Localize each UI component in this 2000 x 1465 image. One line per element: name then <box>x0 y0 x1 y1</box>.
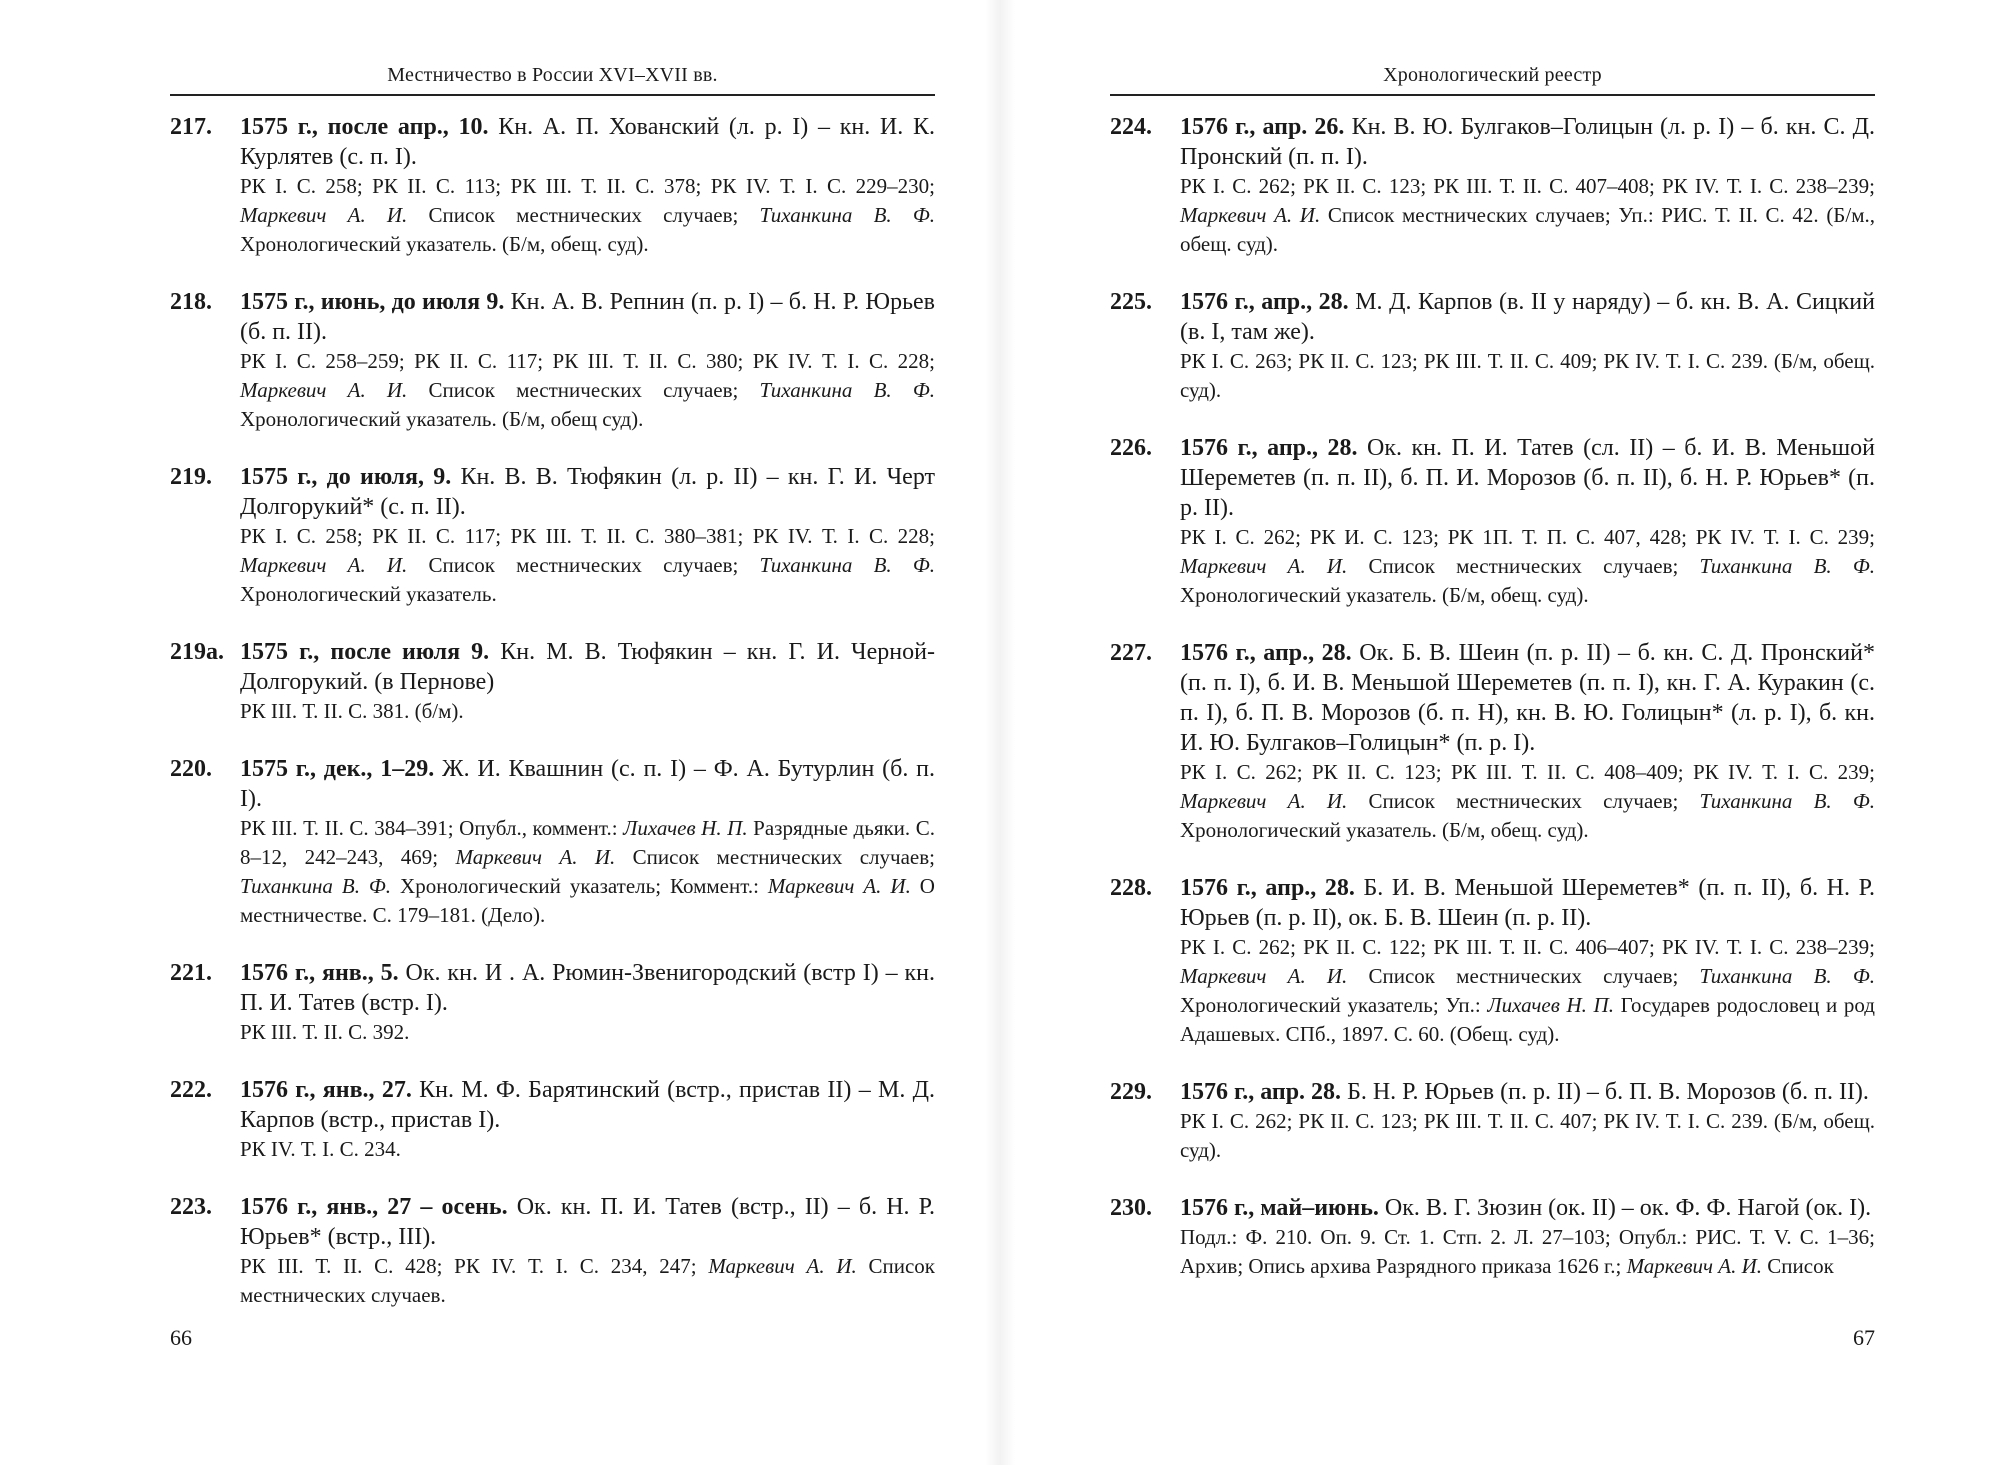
entry-heading <box>1180 287 1875 347</box>
entry-parties: Ок. кн. П. И. Татев (сл. II) – б. И. В. Меньшой Шереметев (п. п. II), б. П. И. Морозов (б. п. II), б. Н. Р. Юрьев* (п. р. II). <box>1180 435 1875 521</box>
author-name: Маркевич А. И. <box>240 553 408 577</box>
reference-text: Хронологический указатель. (Б/м, обещ. суд). <box>1180 583 1589 607</box>
register-entry <box>170 1192 935 1310</box>
register-entry <box>1110 433 1875 610</box>
reference-text: Список местнических случаев; Уп.: РИС. Т. II. С. 42. (Б/м., обещ. суд). <box>1180 203 1875 256</box>
entry-date: 1576 г., апр. 26. <box>1180 114 1345 140</box>
entry-heading <box>240 112 935 172</box>
entry-references <box>1180 1223 1875 1281</box>
reference-text: Список местнических случаев; <box>407 378 760 402</box>
author-name: Тиханкина В. Ф. <box>1699 554 1875 578</box>
reference-text: О местничестве. С. 179–181. (Дело). <box>240 874 935 927</box>
entry-number: 229. <box>1110 1079 1152 1105</box>
author-name: Тиханкина В. Ф. <box>1699 964 1875 988</box>
author-name: Маркевич А. И. <box>1180 789 1348 813</box>
author-name: Маркевич А. И. <box>455 845 616 869</box>
entry-number: 218. <box>170 289 212 315</box>
register-entry <box>1110 1077 1875 1165</box>
reference-text: РК III. Т. II. С. 392. <box>240 1020 410 1044</box>
reference-text: Хронологический указатель; Уп.: <box>1180 993 1488 1017</box>
entry-references <box>240 347 935 434</box>
reference-text: РК I. С. 263; РК II. С. 123; РК III. Т. II. С. 409; РК IV. Т. I. С. 239. (Б/м, обещ. суд). <box>1180 349 1875 402</box>
entry-parties: Кн. В. В. Тюфякин (л. р. II) – кн. Г. И. Черт Долгорукий* (с. п. II). <box>240 464 935 520</box>
reference-text: Хронологический указатель. <box>240 582 497 606</box>
author-name: Лихачев Н. П. <box>1487 993 1614 1017</box>
reference-text: Подл.: Ф. 210. Оп. 9. Ст. 1. Стп. 2. Л. 27–103; Опубл.: РИС. Т. V. С. 1–36; Архив; Опись архива Разрядного приказа 1626 г.; <box>1180 1225 1875 1278</box>
entry-date: 1575 г., до июля, 9. <box>240 464 452 490</box>
reference-text: РК I. С. 262; РК II. С. 123; РК III. Т. II. С. 407–408; РК IV. Т. I. С. 238–239; <box>1180 174 1875 198</box>
entry-heading <box>1180 433 1875 523</box>
author-name: Тиханкина В. Ф. <box>240 874 392 898</box>
entry-references <box>240 1018 935 1047</box>
entry-references <box>1180 523 1875 610</box>
running-head: Местничество в России XVI–XVII вв. <box>387 64 718 86</box>
entry-date: 1576 г., апр., 28. <box>1180 875 1355 901</box>
reference-text: РК I. С. 258; РК II. С. 113; РК III. Т. II. С. 378; РК IV. Т. I. С. 229–230; <box>240 174 935 198</box>
entry-date: 1575 г., дек., 1–29. <box>240 756 435 782</box>
author-name: Тиханкина В. Ф. <box>759 553 935 577</box>
entry-date: 1576 г., янв., 27 – осень. <box>240 1194 508 1220</box>
entry-parties: М. Д. Карпов (в. II у наряду) – б. кн. В. А. Сицкий (в. I, там же). <box>1180 289 1875 345</box>
entry-heading <box>240 462 935 522</box>
register-entry <box>1110 1193 1875 1281</box>
author-name: Маркевич А. И. <box>1180 554 1348 578</box>
entry-number: 224. <box>1110 114 1152 140</box>
reference-text: РК I. С. 262; РК II. С. 122; РК III. Т. II. С. 406–407; РК IV. Т. I. С. 238–239; <box>1180 935 1875 959</box>
entry-date: 1576 г., апр., 28. <box>1180 435 1358 461</box>
entry-number: 219. <box>170 464 212 490</box>
entry-references <box>1180 1107 1875 1165</box>
entry-number: 227. <box>1110 640 1152 666</box>
author-name: Маркевич А. И. <box>708 1254 857 1278</box>
entry-date: 1576 г., янв., 27. <box>240 1077 412 1103</box>
entry-heading <box>1180 1077 1875 1107</box>
register-entry <box>1110 112 1875 259</box>
register-entry <box>170 958 935 1047</box>
author-name: Маркевич А. И. <box>1180 964 1348 988</box>
entry-heading <box>240 1075 935 1135</box>
reference-text: РК III. Т. II. С. 381. (б/м). <box>240 699 464 723</box>
register-entry <box>170 637 935 726</box>
register-entry <box>1110 638 1875 845</box>
entry-list <box>1110 112 1875 1309</box>
reference-text: РК III. Т. II. С. 384–391; Опубл., коммент.: <box>240 816 624 840</box>
reference-text: Разрядные дьяки. С. 8–12, 242–243, 469; <box>240 816 935 869</box>
page-number: 67 <box>1853 1325 1875 1350</box>
entry-date: 1576 г., май–июнь. <box>1180 1195 1379 1221</box>
entry-number: 221. <box>170 960 212 986</box>
entry-references <box>240 172 935 259</box>
running-head: Хронологический реестр <box>1383 64 1602 86</box>
register-entry <box>170 287 935 434</box>
entry-parties: Кн. А. В. Репнин (п. р. I) – б. Н. Р. Юрьев (б. п. II). <box>240 289 936 345</box>
entry-date: 1576 г., янв., 5. <box>240 960 399 986</box>
entry-heading <box>1180 638 1875 758</box>
register-entry <box>170 1075 935 1164</box>
entry-date: 1575 г., после июля 9. <box>240 639 490 665</box>
entry-number: 223. <box>170 1194 212 1220</box>
entry-number: 217. <box>170 114 212 140</box>
entry-parties: Ж. И. Квашнин (с. п. I) – Ф. А. Бутурлин (б. п. I). <box>240 756 936 812</box>
entry-parties: Кн. А. П. Хованский (л. р. I) – кн. И. К. Курлятев (с. п. I). <box>240 114 935 170</box>
reference-text: Список местнических случаев. <box>240 1254 935 1307</box>
author-name: Маркевич А. И. <box>767 874 911 898</box>
register-entry <box>170 462 935 609</box>
register-entry <box>170 754 935 930</box>
entry-date: 1575 г., после апр., 10. <box>240 114 489 140</box>
reference-text: РК III. Т. II. С. 428; РК IV. Т. I. С. 234, 247; <box>240 1254 709 1278</box>
entry-parties: Ок. Б. В. Шеин (п. р. II) – б. кн. С. Д. Пронский* (п. п. I), б. И. В. Меньшой Шереметев (п. п. I), кн. Г. А. Куракин (с. п. I), б. П. В. Морозов (б. п. Н), кн. В. Ю. Голицын* (л. р. I), б. кн. И. Ю. Булгаков–Голицын* (п. р. I). <box>1180 640 1875 756</box>
reference-text: Хронологический указатель. (Б/м, обещ. суд). <box>1180 818 1589 842</box>
entry-number: 225. <box>1110 289 1152 315</box>
entry-references <box>240 1135 935 1164</box>
entry-number: 219а. <box>170 639 224 665</box>
author-name: Маркевич А. И. <box>240 203 408 227</box>
reference-text: РК I. С. 262; РК И. С. 123; РК 1П. Т. П. С. 407, 428; РК IV. Т. I. С. 239; <box>1180 525 1875 549</box>
reference-text: Хронологический указатель. (Б/м, обещ суд). <box>240 407 644 431</box>
author-name: Лихачев Н. П. <box>623 816 748 840</box>
entry-parties: Кн. М. Ф. Барятинский (встр., пристав II) – М. Д. Карпов (встр., пристав I). <box>240 1077 936 1133</box>
entry-parties: Ок. кн. И . А. Рюмин-Звенигородский (встр I) – кн. П. И. Татев (встр. I). <box>240 960 936 1016</box>
reference-text: Список местнических случаев; <box>407 553 760 577</box>
reference-text: Список местнических случаев; <box>1347 789 1700 813</box>
entry-date: 1576 г., апр., 28. <box>1180 289 1349 315</box>
entry-parties: Ок. кн. П. И. Татев (встр., II) – б. Н. Р. Юрьев* (встр., III). <box>240 1194 935 1250</box>
entry-references <box>240 522 935 609</box>
entry-number: 226. <box>1110 435 1152 461</box>
entry-date: 1576 г., апр., 28. <box>1180 640 1352 666</box>
entry-parties: Кн. В. Ю. Булгаков–Голицын (л. р. I) – б. кн. С. Д. Пронский (п. п. I). <box>1180 114 1875 170</box>
entry-references <box>240 1252 935 1310</box>
entry-number: 228. <box>1110 875 1152 901</box>
entry-heading <box>1180 873 1875 933</box>
entry-number: 222. <box>170 1077 212 1103</box>
entry-references <box>240 814 935 930</box>
author-name: Тиханкина В. Ф. <box>1699 789 1875 813</box>
entry-heading <box>240 1192 935 1252</box>
reference-text: РК I. С. 258; РК II. С. 117; РК III. Т. II. С. 380–381; РК IV. Т. I. С. 228; <box>240 524 935 548</box>
entry-references <box>240 697 935 726</box>
entry-date: 1576 г., апр. 28. <box>1180 1079 1342 1105</box>
entry-heading <box>240 287 935 347</box>
entry-references <box>1180 172 1875 259</box>
entry-heading <box>1180 112 1875 172</box>
reference-text: Список местнических случаев; <box>615 845 935 869</box>
author-name: Маркевич А. И. <box>240 378 408 402</box>
entry-heading <box>240 958 935 1018</box>
entry-parties: Ок. В. Г. Зюзин (ок. II) – ок. Ф. Ф. Нагой (ок. I). <box>1378 1195 1872 1221</box>
register-entry <box>170 112 935 259</box>
right-page <box>1000 0 2000 1465</box>
entry-parties: Б. Н. Р. Юрьев (п. р. II) – б. П. В. Морозов (б. п. II). <box>1341 1079 1869 1105</box>
reference-text: Хронологический указатель; Коммент.: <box>391 874 768 898</box>
entry-references <box>1180 347 1875 405</box>
header-rule <box>1110 94 1875 96</box>
reference-text: Список местнических случаев; <box>1347 964 1700 988</box>
entry-parties: Б. И. В. Меньшой Шереметев* (п. п. II), б. Н. Р. Юрьев (п. р. II), ок. Б. В. Шеин (п. р. II). <box>1180 875 1875 931</box>
entry-heading <box>1180 1193 1875 1223</box>
register-entry <box>1110 873 1875 1049</box>
entry-heading <box>240 637 935 697</box>
entry-number: 230. <box>1110 1195 1152 1221</box>
entry-date: 1575 г., июнь, до июля 9. <box>240 289 505 315</box>
author-name: Маркевич А. И. <box>1180 203 1321 227</box>
page-number: 66 <box>170 1325 192 1350</box>
entry-heading <box>240 754 935 814</box>
entry-number: 220. <box>170 756 212 782</box>
reference-text: Список <box>1762 1254 1834 1278</box>
register-entry <box>1110 287 1875 405</box>
reference-text: РК I. С. 262; РК II. С. 123; РК III. Т. II. С. 407; РК IV. Т. I. С. 239. (Б/м, обещ. суд). <box>1180 1109 1875 1162</box>
author-name: Тиханкина В. Ф. <box>759 203 935 227</box>
author-name: Тиханкина В. Ф. <box>759 378 935 402</box>
reference-text: РК I. С. 262; РК II. С. 123; РК III. Т. II. С. 408–409; РК IV. Т. I. С. 239; <box>1180 760 1875 784</box>
reference-text: РК IV. Т. I. С. 234. <box>240 1137 401 1161</box>
entry-references <box>1180 933 1875 1049</box>
entry-references <box>1180 758 1875 845</box>
entry-list <box>170 112 935 1338</box>
reference-text: Хронологический указатель. (Б/м, обещ. суд). <box>240 232 649 256</box>
entry-parties: Кн. М. В. Тюфякин – кн. Г. И. Черной-Долгорукий. (в Пернове) <box>240 639 935 695</box>
header-rule <box>170 94 935 96</box>
reference-text: Государев родословец и род Адашевых. СПб., 1897. С. 60. (Обещ. суд). <box>1180 993 1875 1046</box>
reference-text: Список местнических случаев; <box>407 203 760 227</box>
reference-text: Список местнических случаев; <box>1347 554 1700 578</box>
reference-text: РК I. С. 258–259; РК II. С. 117; РК III. Т. II. С. 380; РК IV. Т. I. С. 228; <box>240 349 935 373</box>
author-name: Маркевич А. И. <box>1626 1254 1763 1278</box>
